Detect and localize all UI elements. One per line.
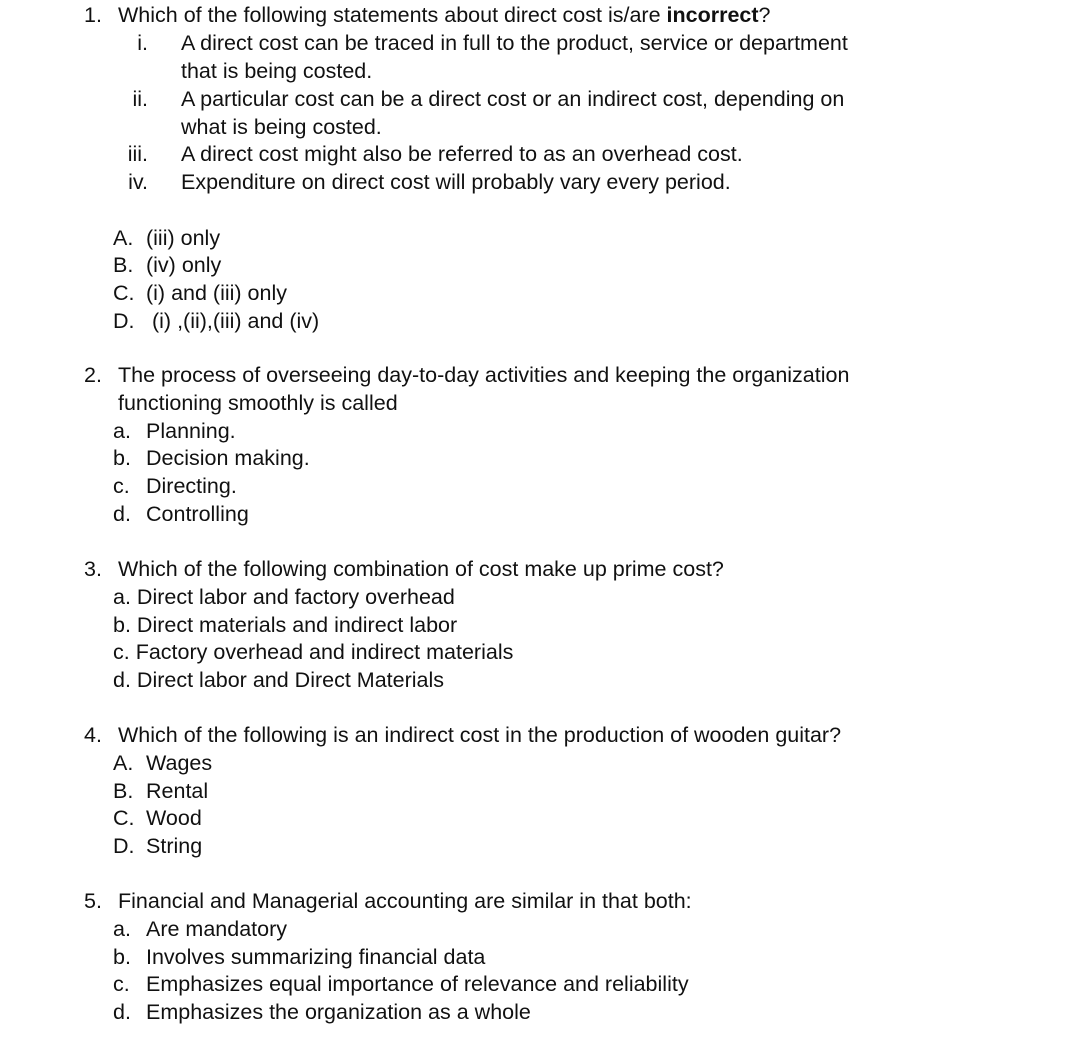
statement-label: iii. (127, 142, 148, 167)
option-b (0, 778, 1000, 806)
statement-label: i. (137, 31, 148, 56)
option-text: (iii) only (146, 225, 221, 250)
question-text: Which of the following statements about direct cost is/are (118, 3, 667, 27)
option-a (0, 225, 1000, 253)
option-text: Direct materials and indirect labor (136, 612, 458, 637)
statement-label: iv. (128, 170, 148, 195)
option-text: Controlling (146, 501, 249, 526)
option-text: Emphasizes the organization as a whole (146, 1000, 531, 1025)
question-2 (0, 362, 1000, 529)
option-label: D. (113, 834, 135, 859)
question-text: Which of the following is an indirect cost in the production of wooden guitar? (118, 723, 842, 747)
option-label: c. (113, 474, 130, 499)
statement-iv (0, 169, 1000, 197)
option-d (0, 501, 1000, 529)
question-4-stem (0, 722, 1000, 750)
question-number: 1. (84, 3, 102, 27)
question-number: 2. (84, 363, 102, 387)
question-1 (0, 2, 1000, 336)
option-b (0, 612, 1000, 640)
option-text: Direct labor and Direct Materials (136, 668, 445, 693)
statement-text: Expenditure on direct cost will probably vary every period. (181, 170, 731, 195)
option-label: d. (113, 668, 131, 693)
option-a (0, 418, 1000, 446)
statement-text: A direct cost can be traced in full to the product, service or department that is being costed. (181, 31, 848, 84)
option-text: Direct labor and factory overhead (136, 584, 455, 609)
option-text: Wages (146, 750, 213, 775)
option-label: d. (113, 501, 131, 526)
option-d (0, 308, 1000, 336)
question-3-stem (0, 556, 1000, 584)
option-c (0, 639, 1000, 667)
option-label: a. (113, 584, 131, 609)
option-text: (i) and (iii) only (146, 281, 287, 306)
option-label: C. (113, 806, 135, 831)
option-label: c. (113, 972, 130, 997)
question-number: 3. (84, 557, 102, 581)
question-5-stem (0, 888, 1000, 916)
option-a (0, 584, 1000, 612)
option-text: Factory overhead and indirect materials (135, 640, 514, 665)
question-text: Which of the following combination of cost make up prime cost? (118, 557, 724, 581)
statement-iii (0, 141, 1000, 169)
option-text: Wood (146, 806, 202, 831)
option-d (0, 999, 1000, 1027)
option-label: B. (113, 253, 134, 278)
question-number: 4. (84, 723, 102, 747)
option-c (0, 971, 1000, 999)
option-text: (iv) only (146, 253, 222, 278)
option-a (0, 916, 1000, 944)
statement-ii (0, 86, 1000, 142)
option-label: B. (113, 778, 134, 803)
question-4 (0, 722, 1000, 861)
option-text: Decision making. (146, 446, 310, 471)
statement-i (0, 30, 1000, 86)
question-text: Financial and Managerial accounting are similar in that both: (118, 889, 692, 913)
option-label: a. (113, 418, 131, 443)
statement-label: ii. (132, 86, 148, 111)
question-number: 5. (84, 889, 102, 913)
option-text: Directing. (146, 474, 237, 499)
option-c (0, 473, 1000, 501)
option-label: C. (113, 281, 135, 306)
option-text: String (146, 834, 203, 859)
option-c (0, 805, 1000, 833)
option-label: D. (113, 308, 135, 333)
option-d (0, 667, 1000, 695)
option-text: (i) ,(ii),(iii) and (iv) (152, 308, 320, 333)
question-3 (0, 556, 1000, 695)
option-text: Planning. (146, 418, 236, 443)
question-text: The process of overseeing day-to-day activities and keeping the organization functioning smoothly is called (118, 363, 850, 415)
option-label: d. (113, 1000, 131, 1025)
option-label: c. (113, 640, 130, 665)
option-d (0, 833, 1000, 861)
option-a (0, 750, 1000, 778)
option-label: b. (113, 612, 131, 637)
option-label: b. (113, 446, 131, 471)
option-b (0, 445, 1000, 473)
option-label: b. (113, 944, 131, 969)
statement-text: A particular cost can be a direct cost or an indirect cost, depending on what is being costed. (181, 86, 845, 139)
option-label: A. (113, 225, 134, 250)
option-b (0, 252, 1000, 280)
option-label: a. (113, 916, 131, 941)
option-text: Involves summarizing financial data (146, 944, 486, 969)
statement-text: A direct cost might also be referred to as an overhead cost. (181, 142, 743, 167)
option-text: Are mandatory (146, 916, 288, 941)
option-text: Rental (146, 778, 209, 803)
option-text: Emphasizes equal importance of relevance and reliability (146, 972, 689, 997)
question-1-stem (0, 2, 1000, 30)
question-emphasis: incorrect (666, 3, 759, 27)
question-2-stem (0, 362, 1000, 418)
question-5 (0, 888, 1000, 1027)
option-label: A. (113, 750, 134, 775)
option-b (0, 944, 1000, 972)
option-c (0, 280, 1000, 308)
question-text-end: ? (758, 3, 771, 27)
